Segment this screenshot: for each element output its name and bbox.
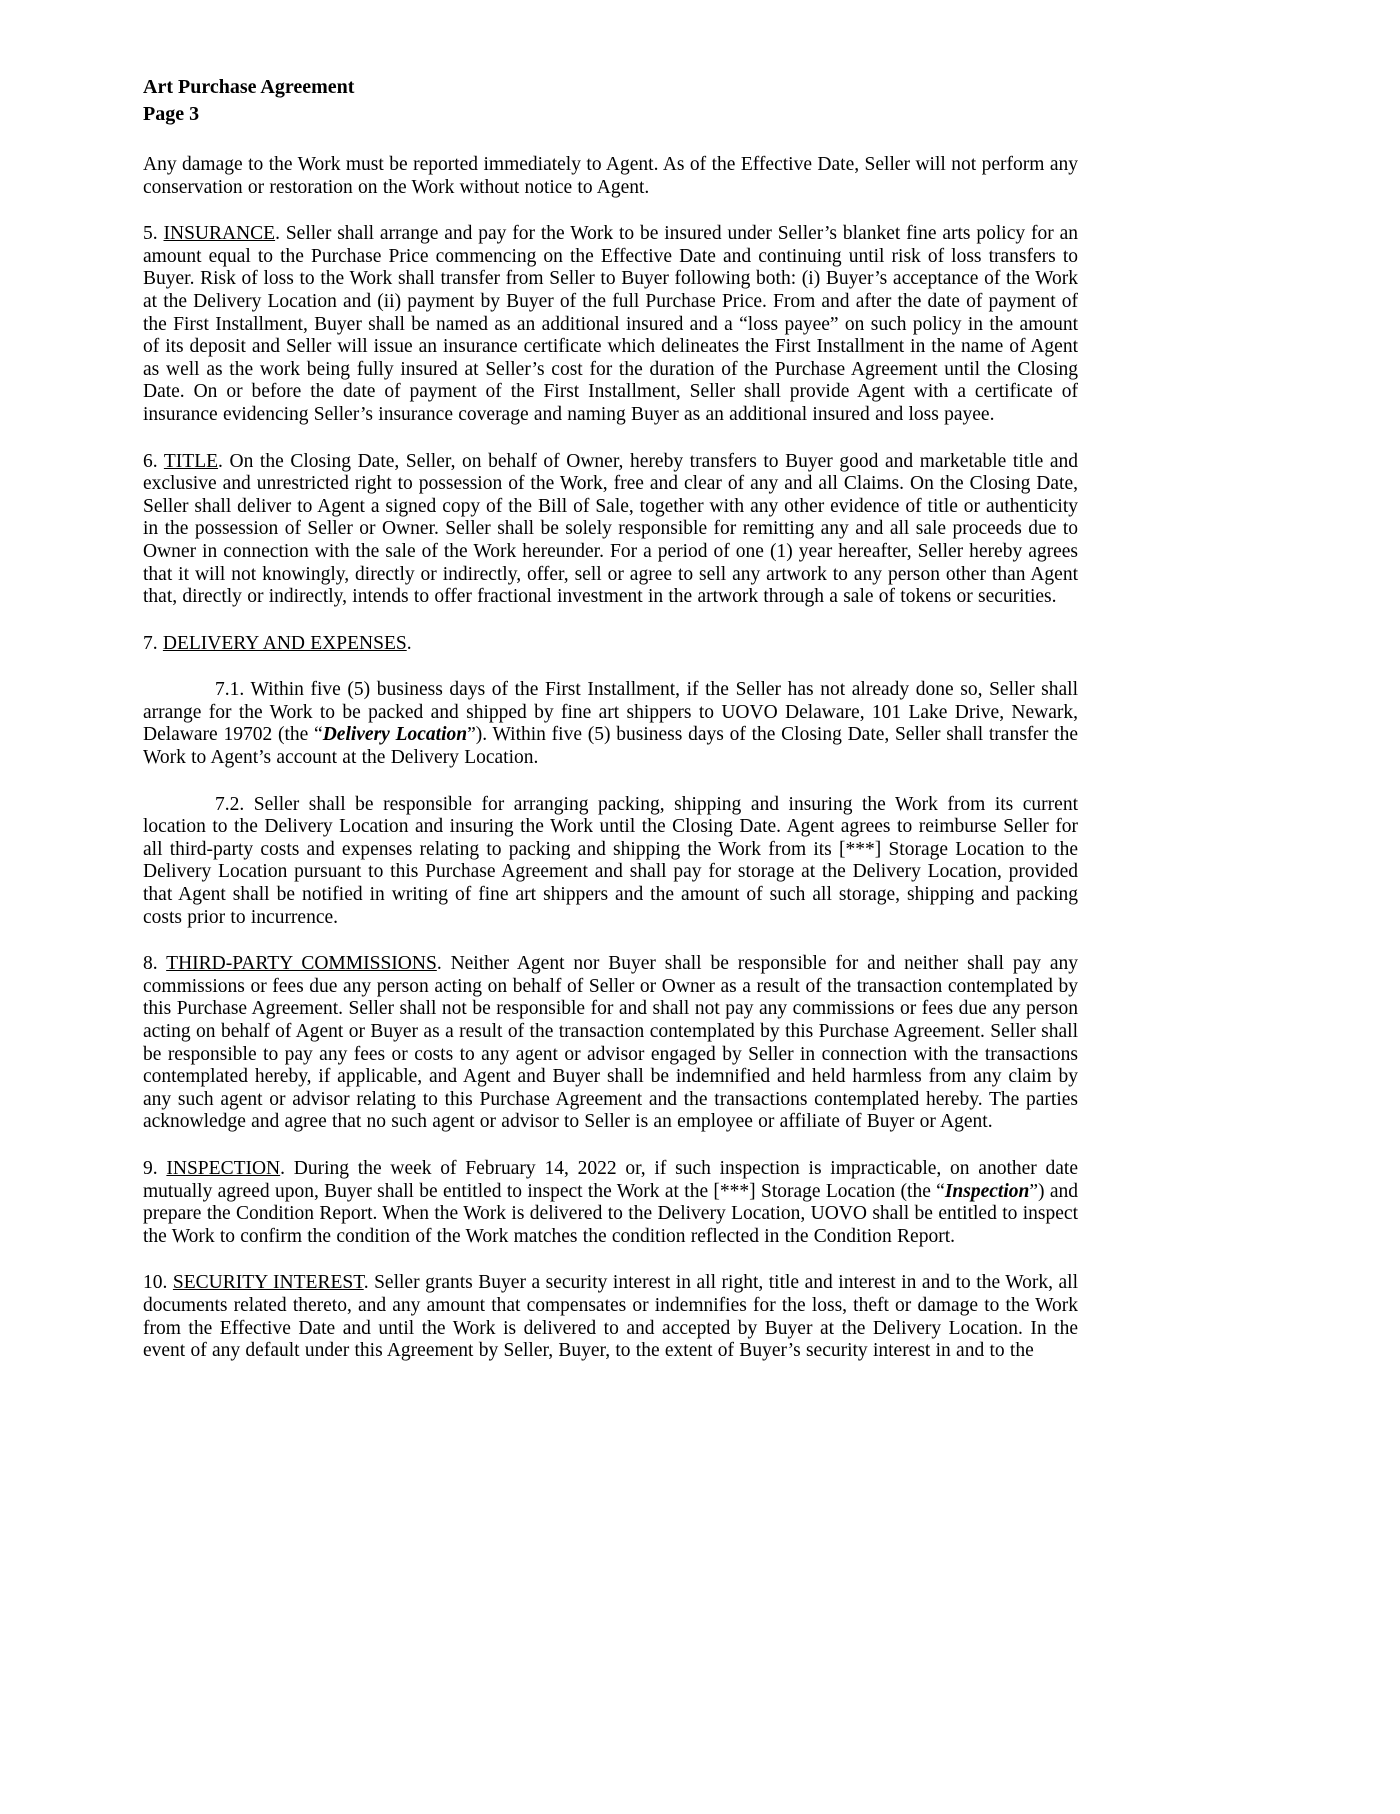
text-run: 7.2. Seller shall be responsible for arranging packing, shipping and insuring the Work from its current location to the Delivery Location and insuring the Work until the Closing Date. Agent agrees to reimburse Seller for all third-party costs and expenses relating to packing and shipping the Work from its [***] Storage Location to the Delivery Location pursuant to this Purchase Agreement and shall pay for storage at the Delivery Location, provided that Agent shall be notified in writing of fine art shippers and the amount of such all storage, shipping and packing costs prior to incurrence.	[143, 793, 1078, 928]
text-run: .	[406, 632, 412, 654]
section-heading-delivery-and-expenses: DELIVERY AND EXPENSES	[162, 632, 407, 654]
paragraph-section-7-2	[143, 794, 1078, 930]
text-run: . On the Closing Date, Seller, on behalf of Owner, hereby transfers to Buyer good and marketable title and exclusive and unrestricted right to possession of the Work, free and clear of any and all Claims. On the Closing Date, Seller shall deliver to Agent a signed copy of the Bill of Sale, together with any other evidence of title or authenticity in the possession of Seller or Owner. Seller shall be solely responsible for remitting any and all sale proceeds due to Owner in connection with the sale of the Work hereunder. For a period of one (1) year hereafter, Seller hereby agrees that it will not knowingly, directly or indirectly, offer, sell or agree to sell any artwork to any person other than Agent that, directly or indirectly, intends to offer fractional investment in the artwork through a sale of tokens or securities.	[143, 450, 1078, 608]
text-run: 7.1. Within five (5) business days of the First Installment, if the Seller has not already done so, Seller shall arrange for the Work to be packed and shipped by fine art shippers to UOVO Delaware, 101 Lake Drive, Newark, Delaware 19702 (the “	[143, 679, 1078, 746]
defined-term-inspection: Inspection	[944, 1180, 1030, 1202]
paragraph-section-10-security-interest	[143, 1272, 1078, 1362]
section-number: 10.	[143, 1272, 173, 1294]
text-run: ”). Within five (5) business days of the Closing Date, Seller shall transfer the Work to Agent’s account at the Delivery Location.	[143, 724, 1079, 769]
document-title: Art Purchase Agreement	[143, 76, 355, 98]
paragraph-section-8-third-party-commissions	[143, 953, 1078, 1134]
section-number: 6.	[143, 450, 164, 472]
text-run: Any damage to the Work must be reported immediately to Agent. As of the Effective Date, Seller will not perform any conservation or restoration on the Work without notice to Agent.	[143, 154, 1078, 198]
text-run: . Neither Agent nor Buyer shall be responsible for and neither shall pay any commissions or fees due any person acting on behalf of Seller or Owner as a result of the transaction contemplated by this Purchase Agreement. Seller shall not be responsible for and shall not pay any commissions or fees due any person acting on behalf of Agent or Buyer as a result of the transaction contemplated by this Purchase Agreement. Seller shall be responsible to pay any fees or costs to any agent or advisor engaged by Seller in connection with the transactions contemplated hereby, if applicable, and Agent and Buyer shall be indemnified and held harmless from any claim by any such agent or advisor relating to this Purchase Agreement and the transactions contemplated hereby. The parties acknowledge and agree that no such agent or advisor to Seller is an employee or affiliate of Buyer or Agent.	[143, 953, 1079, 1133]
text-run: . Seller grants Buyer a security interest in all right, title and interest in and to the Work, all documents related thereto, and any amount that compensates or indemnifies for the loss, theft or damage to the Work from the Effective Date and until the Work is delivered to and accepted by Buyer at the Delivery Location. In the event of any default under this Agreement by Seller, Buyer, to the extent of Buyer’s security interest in and to the	[143, 1272, 1079, 1362]
paragraph-section-6-title	[143, 451, 1078, 609]
section-number: 5.	[143, 223, 164, 245]
section-number: 8.	[143, 953, 167, 975]
section-heading-title: TITLE	[163, 450, 219, 472]
paragraph-section-7-heading	[143, 633, 1078, 656]
section-heading-security-interest: SECURITY INTEREST	[172, 1272, 364, 1294]
paragraph-section-9-inspection	[143, 1158, 1078, 1248]
section-heading-insurance: INSURANCE	[163, 223, 276, 245]
paragraph-section-5-insurance	[143, 223, 1078, 426]
text-run: ”) and prepare the Condition Report. When the Work is delivered to the Delivery Location, UOVO shall be entitled to inspect the Work to confirm the condition of the Work matches the condition reflected in the Condition Report.	[143, 1180, 1078, 1247]
defined-term-delivery-location: Delivery Location	[322, 724, 468, 746]
document-header	[143, 74, 1078, 128]
section-number: 7.	[143, 632, 163, 654]
section-heading-inspection: INSPECTION	[166, 1157, 281, 1179]
section-heading-third-party-commissions: THIRD-PARTY COMMISSIONS	[166, 953, 437, 975]
paragraph-damage-notice	[143, 154, 1078, 199]
page-number: Page 3	[143, 103, 200, 125]
paragraph-section-7-1	[143, 679, 1078, 769]
section-number: 9.	[143, 1157, 167, 1179]
text-run: . During the week of February 14, 2022 or, if such inspection is impracticable, on another date mutually agreed upon, Buyer shall be entitled to inspect the Work at the [***] Storage Location (the “	[143, 1157, 1079, 1202]
text-run: . Seller shall arrange and pay for the Work to be insured under Seller’s blanket fine arts policy for an amount equal to the Purchase Price commencing on the Effective Date and continuing until risk of loss transfers to Buyer. Risk of loss to the Work shall transfer from Seller to Buyer following both: (i) Buyer’s acceptance of the Work at the Delivery Location and (ii) payment by Buyer of the full Purchase Price. From and after the date of payment of the First Installment, Buyer shall be named as an additional insured and a “loss payee” on such policy in the amount of its deposit and Seller will issue an insurance certificate which delineates the First Installment in the name of Agent as well as the work being fully insured at Seller’s cost for the duration of the Purchase Agreement until the Closing Date. On or before the date of payment of the First Installment, Seller shall provide Agent with a certificate of insurance evidencing Seller’s insurance coverage and naming Buyer as an additional insured and loss payee.	[143, 223, 1078, 425]
